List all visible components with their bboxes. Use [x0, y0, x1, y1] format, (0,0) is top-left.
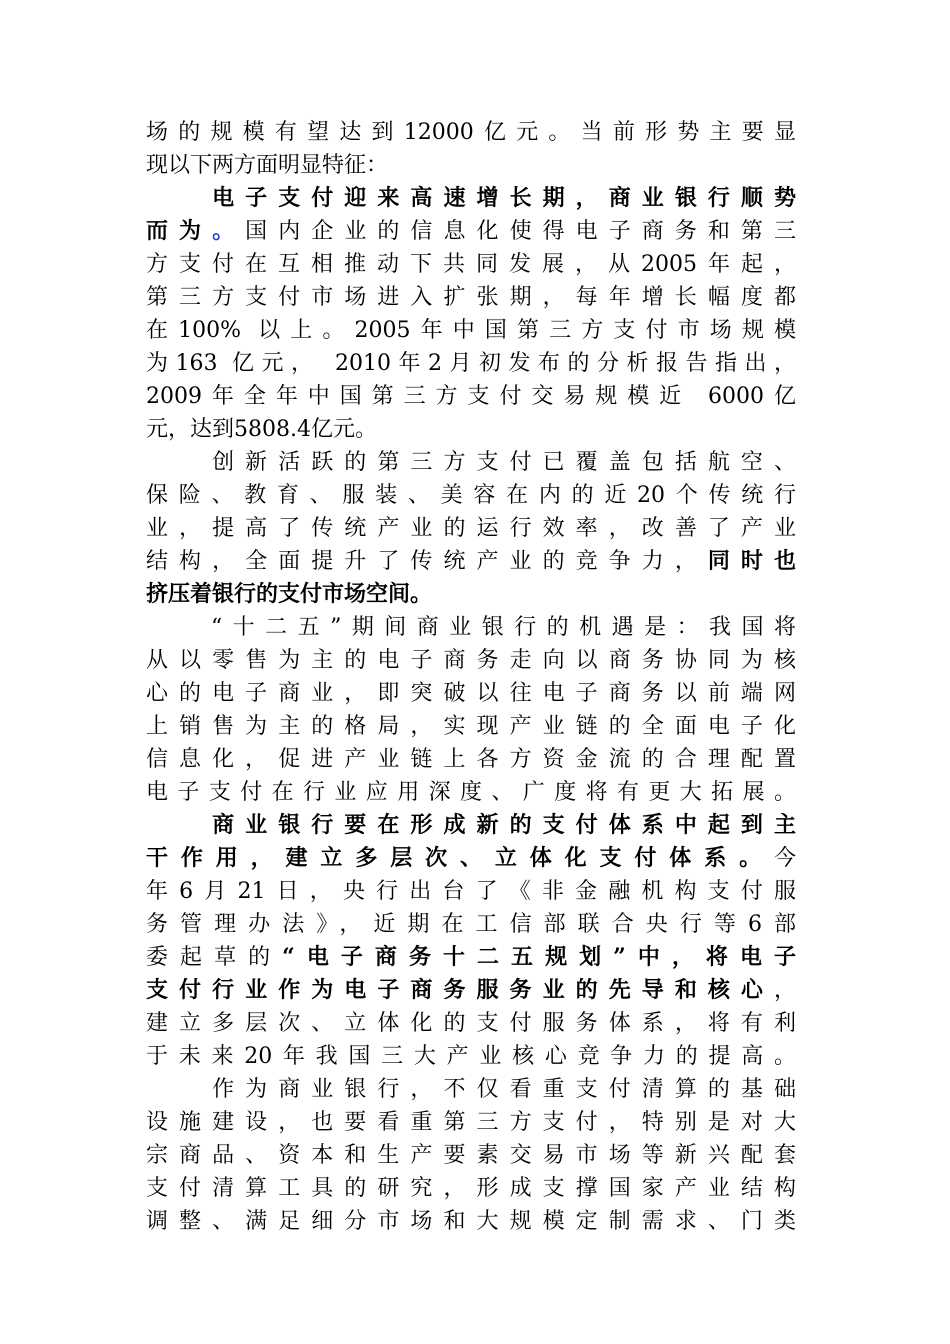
emphasis-text-segment: 支付行业作为电子商务服务业的先导和核心	[146, 977, 774, 1003]
text-line	[146, 776, 796, 809]
text-line	[146, 842, 796, 875]
text-line	[146, 644, 796, 677]
text-segment: 业，提高了传统产业的运行效率，改善了产业	[146, 516, 796, 541]
text-line	[146, 809, 796, 842]
text-segment: 作为商业银行，不仅看重支付清算的基础	[146, 1077, 796, 1102]
emphasis-text-segment: 商业银行要在形成新的支付体系中起到主	[146, 812, 796, 838]
text-segment: 第三方支付市场进入扩张期，每年增长幅度都	[146, 285, 796, 310]
text-segment: 调整、满足细分市场和大规模定制需求、门类	[146, 1209, 796, 1234]
text-segment: 从以零售为主的电子商务走向以商务协同为核	[146, 648, 796, 673]
text-segment: 今	[773, 846, 796, 871]
text-segment: 信息化，促进产业链上各方资金流的合理配置	[146, 747, 796, 772]
text-segment: 委起草的	[146, 945, 283, 970]
text-line	[146, 314, 796, 347]
text-segment: 上销售为主的格局，实现产业链的全面电子化	[146, 714, 796, 739]
text-segment: 务管理办法》，近期在工信部联合央行等6部	[146, 912, 796, 937]
text-line	[146, 875, 796, 908]
text-line	[146, 215, 796, 248]
text-line	[146, 941, 796, 974]
text-line	[146, 281, 796, 314]
text-line	[146, 1205, 796, 1238]
text-line	[146, 248, 796, 281]
text-line	[146, 413, 796, 446]
text-line	[146, 149, 796, 182]
emphasis-text-segment: 干作用，建立多层次、立体化支付体系。	[146, 845, 774, 871]
text-line	[146, 512, 796, 545]
text-line	[146, 1007, 796, 1040]
text-line	[146, 677, 796, 710]
text-line	[146, 1139, 796, 1172]
text-segment: 电子支付在行业应用深度、广度将有更大拓展。	[146, 780, 796, 805]
text-segment: 国内企业的信息化使得电子商务和第三	[245, 219, 796, 244]
text-segment: 支付清算工具的研究，形成支撑国家产业结构	[146, 1176, 796, 1201]
emphasis-text-segment: 。	[212, 218, 246, 244]
text-line	[146, 479, 796, 512]
text-segment: 方支付在互相推动下共同发展，从2005年起，	[146, 252, 796, 277]
text-segment: 建立多层次、立体化的支付服务体系，将有利	[146, 1011, 796, 1036]
text-segment: 为163 亿元， 2010年2月初发布的分析报告指出，	[146, 351, 796, 376]
text-line	[146, 611, 796, 644]
text-line	[146, 545, 796, 578]
text-line	[146, 743, 796, 776]
text-segment: 年6月21日，央行出台了《非金融机构支付服	[146, 879, 796, 904]
text-segment: 于未来20年我国三大产业核心竞争力的提高。	[146, 1044, 796, 1069]
text-line	[146, 446, 796, 479]
text-line	[146, 578, 796, 611]
text-line	[146, 1172, 796, 1205]
text-line	[146, 1106, 796, 1139]
text-line	[146, 908, 796, 941]
text-segment: 心的电子商业，即突破以往电子商务以前端网	[146, 681, 796, 706]
text-line	[146, 116, 796, 149]
text-segment: 现以下两方面明显特征：	[146, 153, 389, 178]
text-segment: 2009年全年中国第三方支付交易规模近 6000亿	[146, 384, 796, 409]
emphasis-text-segment: 电子支付迎来高速增长期，商业银行顺势	[146, 185, 796, 211]
emphasis-text-segment: 同时也	[707, 548, 796, 574]
text-line	[146, 974, 796, 1007]
text-line	[146, 347, 796, 380]
document-body-text	[146, 116, 796, 1238]
text-line	[146, 710, 796, 743]
text-segment: 设施建设，也要看重第三方支付，特别是对大	[146, 1110, 796, 1135]
emphasis-text-segment: 挤压着银行的支付市场空间。	[146, 581, 433, 607]
text-segment: 保险、教育、服装、美容在内的近20个传统行	[146, 483, 796, 508]
text-segment: ，	[773, 978, 796, 1003]
text-line	[146, 1073, 796, 1106]
text-line	[146, 182, 796, 215]
text-segment: “十二五”期间商业银行的机遇是：我国将	[146, 615, 796, 640]
text-line	[146, 1040, 796, 1073]
text-segment: 创新活跃的第三方支付已覆盖包括航空、	[146, 450, 796, 475]
text-segment: 结构，全面提升了传统产业的竞争力，	[146, 549, 708, 574]
text-segment: 元，达到5808.4亿元。	[146, 417, 377, 442]
text-segment: 场的规模有望达到12000亿元。当前形势主要显	[146, 120, 796, 145]
text-segment: 宗商品、资本和生产要素交易市场等新兴配套	[146, 1143, 796, 1168]
emphasis-text-segment: “电子商务十二五规划”中，将电子	[282, 944, 796, 970]
emphasis-text-segment: 而为	[146, 218, 213, 244]
text-line	[146, 380, 796, 413]
text-segment: 在100% 以上。2005年中国第三方支付市场规模	[146, 318, 796, 343]
